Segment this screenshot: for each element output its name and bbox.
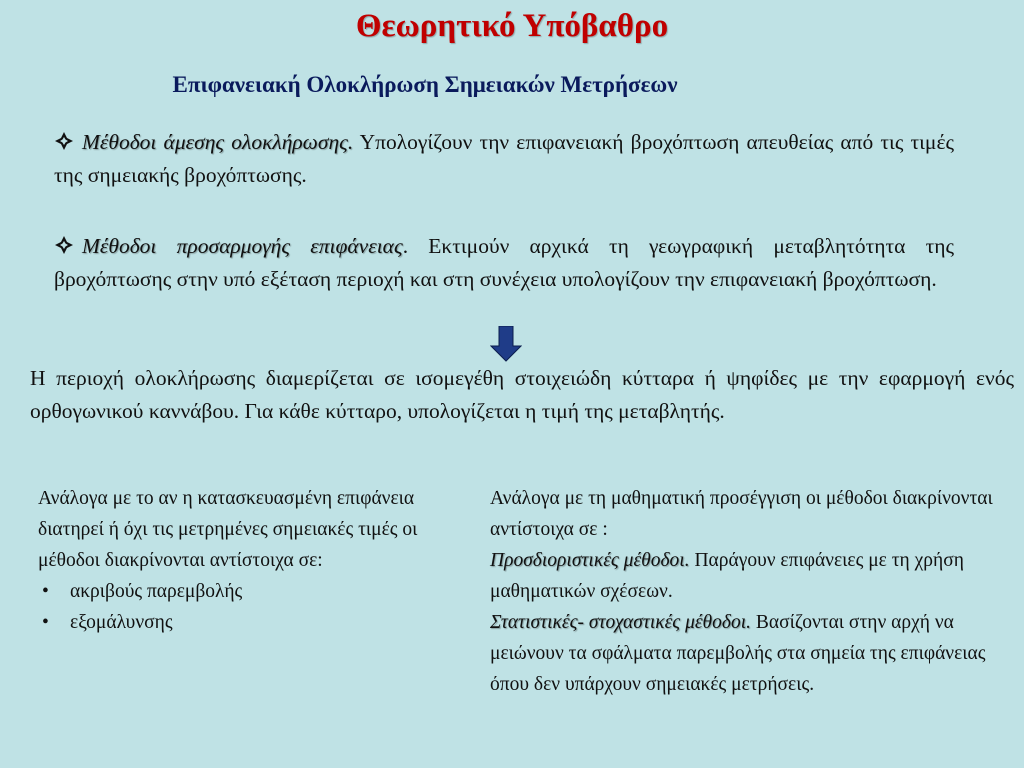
left-column-intro: Ανάλογα με το αν η κατασκευασμένη επιφάνεια διατηρεί ή όχι τις μετρημένες σημειακές τιμές οι μέθοδοι διακρίνονται αντίστοιχα σε: [38,488,418,571]
diamond-bullet-icon [54,131,74,151]
slide-subtitle: Επιφανειακή Ολοκλήρωση Σημειακών Μετρήσεων [172,72,678,97]
list-item: • ακριβούς παρεμβολής [38,576,458,607]
method-text: Παράγουν επιφάνειες με τη χρήση μαθηματικών σχέσεων. [490,550,964,602]
deterministic-methods [490,545,1014,607]
arrow-down-icon [490,326,522,362]
right-column [490,483,1014,700]
bullet-direct-integration [54,126,954,192]
bullet-term: Μέθοδοι προσαρμογής επιφάνειας [82,234,403,258]
bullet-dot-icon: • [42,581,49,602]
bullet-term: Μέθοδοι άμεσης ολοκλήρωσης. [82,130,354,154]
bullet-text: Υπολογίζουν την επιφανειακή βροχόπτωση απευθείας από τις τιμές της σημειακής βροχόπτωσης. [54,130,954,187]
method-term: Προσδιοριστικές μέθοδοι. [490,550,690,571]
right-column-intro: Ανάλογα με τη μαθηματική προσέγγιση οι μέθοδοι διακρίνονται αντίστοιχα σε : [490,488,993,540]
left-column [38,483,458,638]
slide-title: Θεωρητικό Υπόβαθρο [355,8,669,44]
method-text: Βασίζονται στην αρχή να μειώνουν τα σφάλματα παρεμβολής στα σημεία της επιφάνειας όπου δεν υπάρχουν σημειακές μετρήσεις. [490,612,986,695]
method-term: Στατιστικές- στοχαστικές μέθοδοι. [490,612,751,633]
diamond-bullet-icon [54,235,74,255]
stochastic-methods [490,607,1014,700]
method-list [38,576,458,638]
bullet-dot-icon: • [42,612,49,633]
grid-description: Η περιοχή ολοκλήρωσης διαμερίζεται σε ισομεγέθη στοιχειώδη κύτταρα ή ψηφίδες με την εφαρμογή ενός ορθογωνικού καννάβου. Για κάθε κύτταρο, υπολογίζεται η τιμή της μεταβλητής. [30,366,1014,423]
bullet-surface-fitting [54,230,954,296]
list-item: • εξομάλυνσης [38,607,458,638]
bullet-text: . Εκτιμούν αρχικά τη γεωγραφική μεταβλητότητα της βροχόπτωσης στην υπό εξέταση περιοχή και στη συνέχεια υπολογίζουν την επιφανειακή βροχόπτωση. [54,234,954,291]
